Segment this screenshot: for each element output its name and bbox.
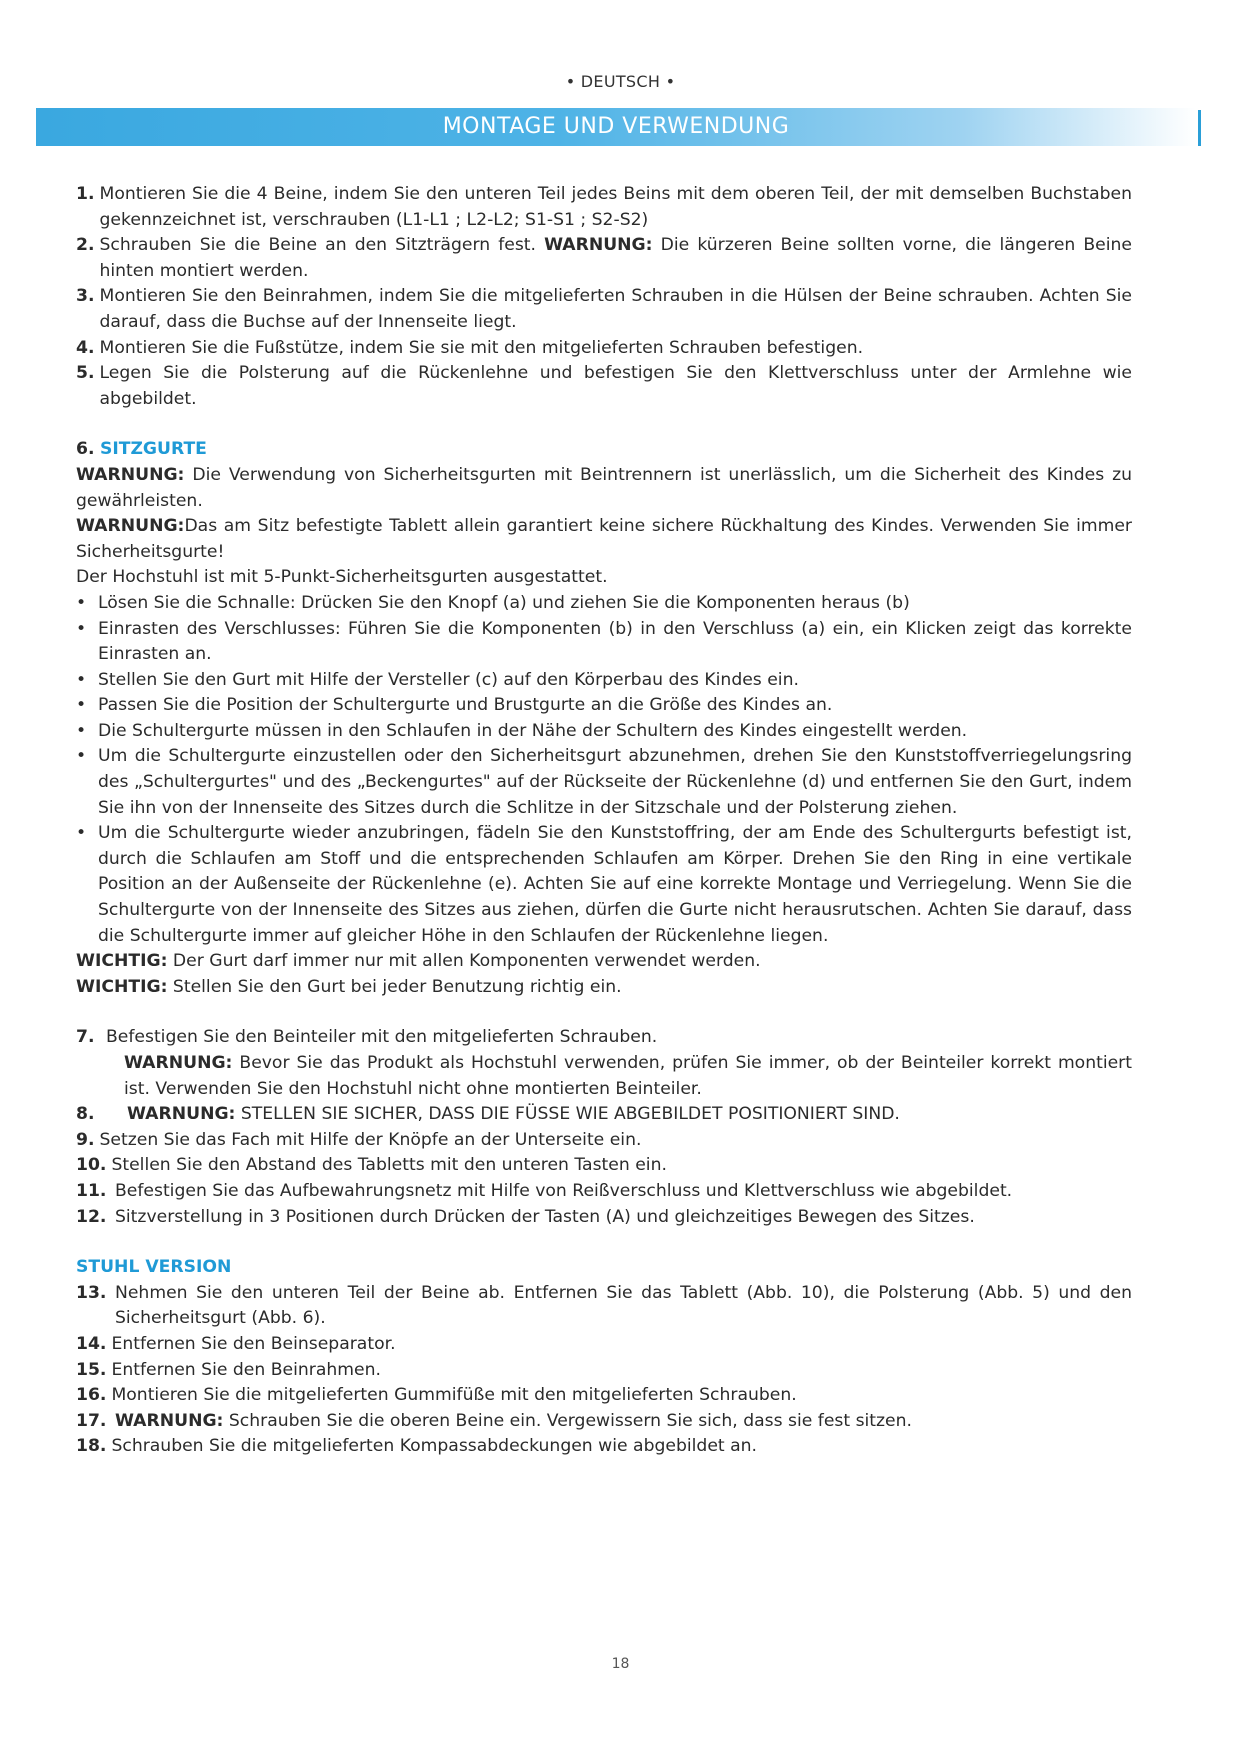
bullet-item	[76, 744, 1132, 821]
bullet-text: Um die Schultergurte einzustellen oder den Sicherheitsgurt abzunehmen, drehen Sie den Kunststoffverriegelungsring des „Schultergurtes" und des „Beckengurtes" auf der Rückseite der Rückenlehne (d) und entfernen Sie den Gurt, indem Sie ihn von der Innenseite des Sitzes durch die Schlitze in der Sitzschale und der Polsterung ziehen.	[98, 746, 1132, 818]
step-text	[127, 1102, 1132, 1128]
step-number: 10.	[76, 1155, 107, 1176]
step-text: Schrauben Sie die mitgelieferten Kompassabdeckungen wie abgebildet an.	[111, 1436, 757, 1457]
step-text: Befestigen Sie das Aufbewahrungsnetz mit Hilfe von Reißverschluss und Klettverschluss wie abgebildet.	[115, 1180, 1013, 1201]
warning-label: WARNUNG:	[544, 235, 653, 256]
step-9	[76, 1128, 1132, 1154]
warning-label: WARNUNG:	[127, 1104, 236, 1125]
spacer	[76, 1230, 1132, 1255]
chair-version-title: STUHL VERSION	[76, 1257, 232, 1278]
step-8	[76, 1102, 1132, 1128]
important-label: WICHTIG:	[76, 976, 168, 997]
bullet-marker: •	[76, 746, 87, 767]
warning-text: Bevor Sie das Produkt als Hochstuhl verwenden, prüfen Sie immer, ob der Beinteiler korrekt montiert ist. Verwenden Sie den Hochstuhl nicht ohne montierten Beinteiler.	[124, 1053, 1132, 1099]
important-text: Der Gurt darf immer nur mit allen Komponenten verwendet werden.	[167, 951, 761, 972]
step-7-warning	[76, 1051, 1132, 1102]
bullet-item	[76, 719, 1132, 745]
bullet-marker: •	[76, 592, 87, 613]
step-text-part: STELLEN SIE SICHER, DASS DIE FÜSSE WIE ABGEBILDET POSITIONIERT SIND.	[235, 1104, 900, 1125]
step-text	[115, 1409, 1132, 1435]
section-title: MONTAGE UND VERWENDUNG	[442, 114, 790, 139]
warning-label: WARNUNG:	[124, 1053, 233, 1073]
warning-label: WARNUNG:	[76, 516, 185, 537]
instructions-body	[76, 182, 1132, 1460]
step-17	[76, 1409, 1132, 1435]
step-11	[76, 1179, 1132, 1205]
bullet-item	[76, 591, 1132, 617]
step-number: 12.	[76, 1206, 107, 1227]
step-number: 1.	[76, 184, 95, 204]
step-1	[76, 182, 1132, 233]
step-number: 13.	[76, 1282, 107, 1303]
step-text: Montieren Sie den Beinrahmen, indem Sie die mitgelieferten Schrauben in die Hülsen der Beine schrauben. Achten Sie darauf, dass die Buchse auf der Innenseite liegt.	[99, 286, 1132, 332]
bullet-item	[76, 821, 1132, 949]
warning-text: Die Verwendung von Sicherheitsgurten mit Beintrennern ist unerlässlich, um die Sicherheit des Kindes zu gewährleisten.	[76, 464, 1132, 511]
step-number: 5.	[76, 363, 95, 384]
step-number: 11.	[76, 1180, 107, 1201]
step-13	[76, 1281, 1132, 1332]
step-text	[100, 233, 1133, 284]
step-text: Legen Sie die Polsterung auf die Rückenlehne und befestigen Sie den Klettverschluss unter der Armlehne wie abgebildet.	[99, 363, 1132, 409]
step-4	[76, 336, 1132, 362]
step-number: 17.	[76, 1410, 107, 1431]
step-7	[76, 1025, 1132, 1051]
bullet-marker: •	[76, 669, 87, 690]
step-number: 14.	[76, 1333, 107, 1354]
step-2	[76, 233, 1132, 284]
step-text: Montieren Sie die mitgelieferten Gummifüße mit den mitgelieferten Schrauben.	[111, 1385, 797, 1406]
bullet-marker: •	[76, 695, 87, 716]
seatbelts-heading	[76, 437, 1132, 463]
bullet-text: Einrasten des Verschlusses: Führen Sie die Komponenten (b) in den Verschluss (a) ein, ein Klicken zeigt das korrekte Einrasten an.	[98, 618, 1132, 665]
step-12	[76, 1205, 1132, 1231]
step-text-part: Die kürzeren Beine sollten vorne, die längeren Beine hinten montiert werden.	[99, 235, 1133, 281]
step-text: Montieren Sie die Fußstütze, indem Sie sie mit den mitgelieferten Schrauben befestigen.	[99, 337, 864, 358]
seatbelts-intro: Der Hochstuhl ist mit 5-Punkt-Sicherheitsgurten ausgestattet.	[76, 567, 608, 588]
step-text: Entfernen Sie den Beinrahmen.	[111, 1359, 381, 1380]
step-10	[76, 1153, 1132, 1179]
warning-label: WARNUNG:	[115, 1410, 224, 1431]
step-text: Sitzverstellung in 3 Positionen durch Drücken der Tasten (A) und gleichzeitiges Bewegen des Sitzes.	[115, 1206, 975, 1227]
seatbelts-title: SITZGURTE	[99, 439, 207, 460]
step-14	[76, 1332, 1132, 1358]
spacer	[76, 412, 1132, 437]
bullet-marker: •	[76, 618, 87, 639]
step-text: Entfernen Sie den Beinseparator.	[111, 1333, 396, 1354]
step-number: 18.	[76, 1436, 107, 1457]
page-number: 18	[611, 1656, 630, 1672]
warning-paragraph	[76, 514, 1132, 565]
step-5	[76, 361, 1132, 412]
important-note	[76, 975, 1132, 1001]
bullet-marker: •	[76, 823, 87, 844]
step-text-part: Schrauben Sie die oberen Beine ein. Vergewissern Sie sich, dass sie fest sitzen.	[223, 1410, 912, 1431]
bullet-text: Lösen Sie die Schnalle: Drücken Sie den Knopf (a) und ziehen Sie die Komponenten heraus (b)	[98, 592, 910, 613]
chair-version-heading	[76, 1255, 1132, 1281]
step-number: 4.	[76, 337, 95, 358]
step-text: Montieren Sie die 4 Beine, indem Sie den unteren Teil jedes Beins mit dem oberen Teil, der mit demselben Buchstaben gekennzeichnet ist, verschrauben (L1-L1 ; L2-L2; S1-S1 ; S2-S2)	[99, 184, 1132, 230]
step-text: Setzen Sie das Fach mit Hilfe der Knöpfe an der Unterseite ein.	[99, 1129, 642, 1150]
spacer	[76, 1000, 1132, 1025]
warning-label: WARNUNG:	[76, 464, 185, 485]
step-text-part: Schrauben Sie die Beine an den Sitzträgern fest.	[99, 235, 545, 256]
step-number: 8.	[76, 1104, 95, 1125]
bullet-marker: •	[76, 720, 87, 741]
bullet-text: Stellen Sie den Gurt mit Hilfe der Versteller (c) auf den Körperbau des Kindes ein.	[98, 669, 799, 690]
bullet-text: Passen Sie die Position der Schultergurte und Brustgurte an die Größe des Kindes an.	[98, 695, 833, 716]
step-18	[76, 1434, 1132, 1460]
step-number: 9.	[76, 1129, 95, 1150]
important-label: WICHTIG:	[76, 951, 168, 972]
step-3	[76, 284, 1132, 335]
step-15	[76, 1358, 1132, 1384]
bullet-item	[76, 693, 1132, 719]
bullet-text: Die Schultergurte müssen in den Schlaufen in der Nähe der Schultern des Kindes eingestellt werden.	[98, 720, 968, 741]
banner-edge-mark	[1198, 110, 1201, 146]
section-banner	[36, 108, 1196, 146]
step-number: 3.	[76, 286, 95, 307]
step-number: 2.	[76, 235, 95, 256]
section-number: 6.	[76, 439, 95, 460]
bullet-item	[76, 668, 1132, 694]
step-number: 7.	[76, 1027, 95, 1048]
step-number: 16.	[76, 1385, 107, 1406]
bullet-item	[76, 617, 1132, 668]
step-text: Stellen Sie den Abstand des Tabletts mit den unteren Tasten ein.	[111, 1155, 667, 1176]
warning-text: Das am Sitz befestigte Tablett allein garantiert keine sichere Rückhaltung des Kindes. Verwenden Sie immer Sicherheitsgurte!	[76, 516, 1132, 562]
step-text: Befestigen Sie den Beinteiler mit den mitgelieferten Schrauben.	[106, 1027, 658, 1048]
warning-paragraph	[76, 463, 1132, 514]
important-note	[76, 949, 1132, 975]
bullet-text: Um die Schultergurte wieder anzubringen, fädeln Sie den Kunststoffring, der am Ende des Schultergurts befestigt ist, durch die Schlaufen am Stoff und die entsprechenden Schlaufen am Körper. Drehen Sie den Ring in eine vertikale Position an der Außenseite der Rückenlehne (e). Achten Sie auf eine korrekte Montage und Verriegelung. Wenn Sie die Schultergurte von der Innenseite des Sitzes aus ziehen, dürfen die Gurte nicht herausrutschen. Achten Sie darauf, dass die Schultergurte immer auf gleicher Höhe in den Schlaufen der Rückenlehne liegen.	[98, 823, 1132, 946]
language-label: • DEUTSCH •	[565, 72, 676, 91]
important-text: Stellen Sie den Gurt bei jeder Benutzung richtig ein.	[167, 976, 622, 997]
step-number: 15.	[76, 1359, 107, 1380]
step-16	[76, 1383, 1132, 1409]
step-text: Nehmen Sie den unteren Teil der Beine ab. Entfernen Sie das Tablett (Abb. 10), die Polsterung (Abb. 5) und den Sicherheitsgurt (Abb. 6).	[115, 1282, 1132, 1329]
